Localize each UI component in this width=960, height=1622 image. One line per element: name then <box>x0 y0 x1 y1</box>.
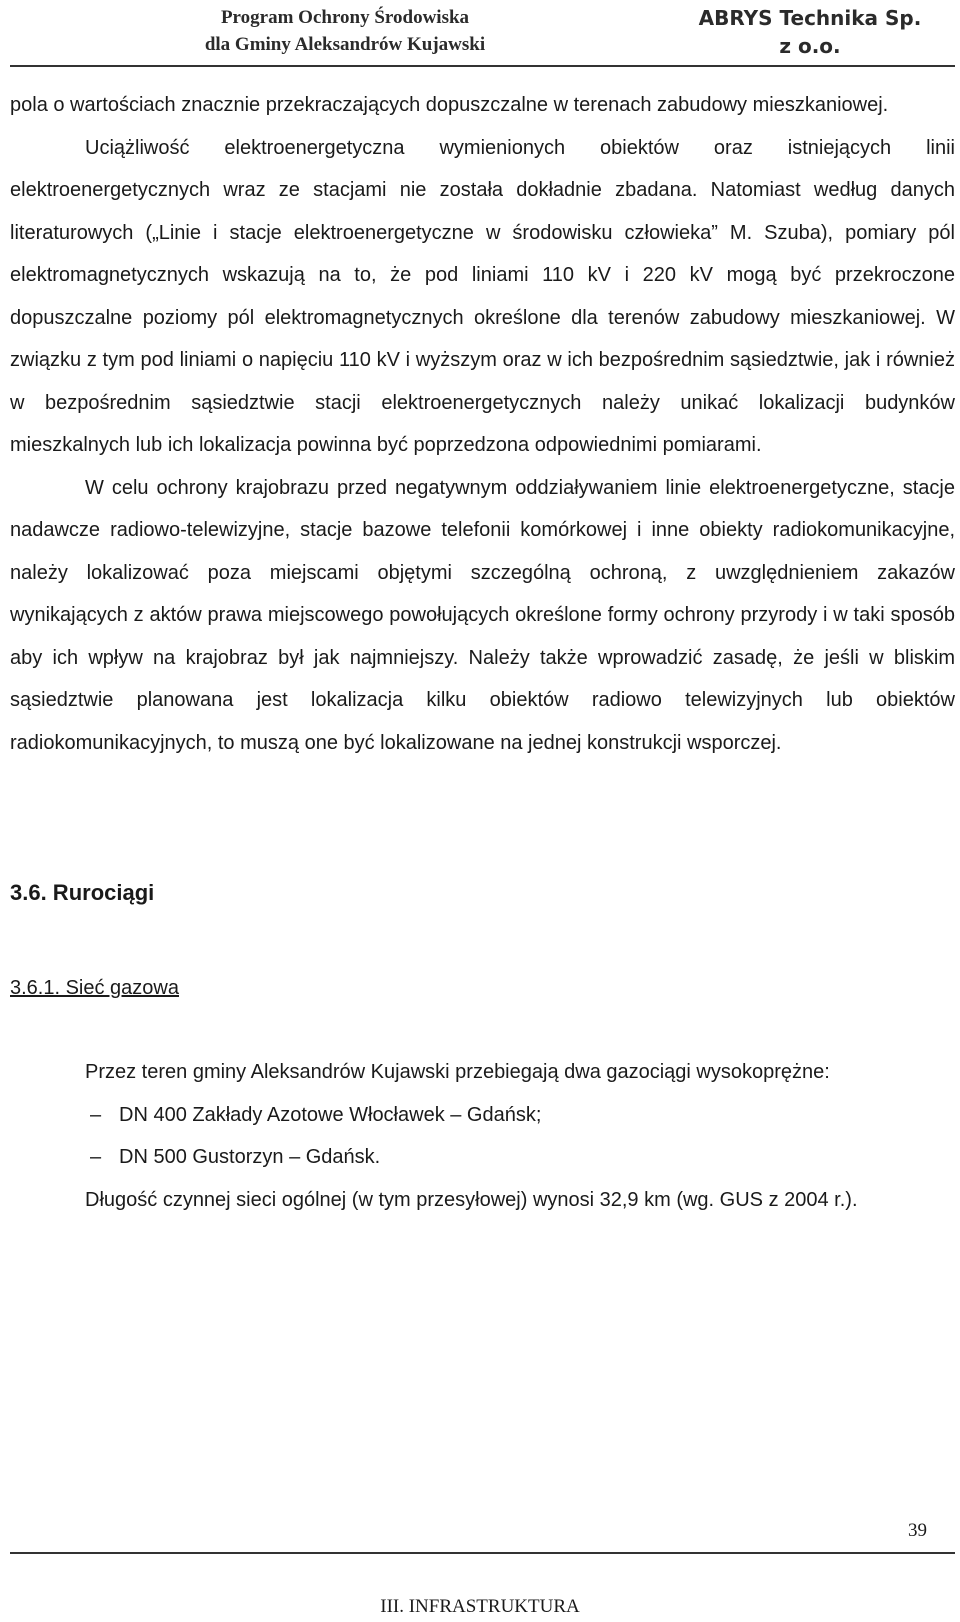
subsection-heading <box>10 967 955 1010</box>
header-company-name <box>660 4 960 60</box>
header-program-line2: dla Gminy Aleksandrów Kujawski <box>204 34 486 55</box>
page-footer <box>0 1510 960 1622</box>
spacer <box>10 764 955 872</box>
subsection-heading-text: 3.6.1. Sieć gazowa <box>10 976 179 999</box>
paragraph-2: Uciążliwość elektroenergetyczna wymienionych obiektów oraz istniejących linii elektroenergetycznych wraz ze stacjami nie została dokładnie zbadana. Natomiast według danych literaturowych („Linie i stacje elektroenergetyczne w środowisku człowieka” M. Szuba), pomiary pól elektromagnetycznych wskazują na to, że pod liniami 110 kV i 220 kV mogą być przekroczone dopuszczalne poziomy pól elektromagnetycznych określone dla terenów zabudowy mieszkaniowej. W związku z tym pod liniami o napięciu 110 kV i wyższym oraz w ich bezpośrednim sąsiedztwie, jak i również w bezpośrednim sąsiedztwie stacji elektroenergetycznych należy unikać lokalizacji budynków mieszkalnych lub ich lokalizacja powinna być poprzedzona odpowiednimi pomiarami. <box>10 136 955 456</box>
paragraph-3: W celu ochrony krajobrazu przed negatywnym oddziaływaniem linie elektroenergetyczne, stacje nadawcze radiowo-telewizyjne, stacje bazowe telefonii komórkowej i inne obiekty radiokomunikacyjne, należy lokalizować poza miejscami objętymi szczególną ochroną, z uwzględnieniem zakazów wynikających z aktów prawa miejscowego powołujących określone formy ochrony przyrody i w taki sposób aby ich wpływ na krajobraz był jak najmniejszy. Należy także wprowadzić zasadę, że jeśli w bliskim sąsiedztwie planowana jest lokalizacja kilku obiektów radiowo telewizyjnych lub obiektów radiokomunikacyjnych, to muszą one być lokalizowane na jednej konstrukcji wsporczej. <box>10 476 955 754</box>
spacer <box>10 915 955 967</box>
dash-bullet: – <box>90 1103 102 1126</box>
page-header <box>0 0 960 70</box>
header-divider <box>10 65 955 67</box>
header-company-line2: z o.o. <box>779 34 841 58</box>
header-program-line1: Program Ochrony Środowiska <box>220 7 470 28</box>
spacer <box>10 1009 955 1051</box>
header-company-line1: ABRYS Technika Sp. <box>698 6 922 30</box>
document-body <box>10 84 955 1221</box>
section-heading: 3.6. Rurociągi <box>10 880 155 905</box>
list-item-text: DN 400 Zakłady Azotowe Włocławek – Gdańsk; <box>119 1103 542 1126</box>
list-item <box>10 1136 955 1179</box>
footer-divider <box>10 1552 955 1554</box>
list-item <box>10 1094 955 1137</box>
paragraph-1: pola o wartościach znacznie przekraczających dopuszczalne w terenach zabudowy mieszkaniowej. <box>10 94 889 116</box>
dash-bullet: – <box>90 1146 102 1168</box>
page-number: 39 <box>908 1520 927 1541</box>
paragraph-4: Przez teren gminy Aleksandrów Kujawski przebiegają dwa gazociągi wysokoprężne: <box>85 1061 830 1083</box>
pipeline-list <box>10 1094 955 1179</box>
header-program-title <box>180 4 510 58</box>
list-item-text: DN 500 Gustorzyn – Gdańsk. <box>119 1146 381 1168</box>
chapter-title: III. INFRASTRUKTURA <box>380 1596 580 1617</box>
paragraph-5: Długość czynnej sieci ogólnej (w tym przesyłowej) wynosi 32,9 km (wg. GUS z 2004 r.). <box>85 1188 858 1211</box>
